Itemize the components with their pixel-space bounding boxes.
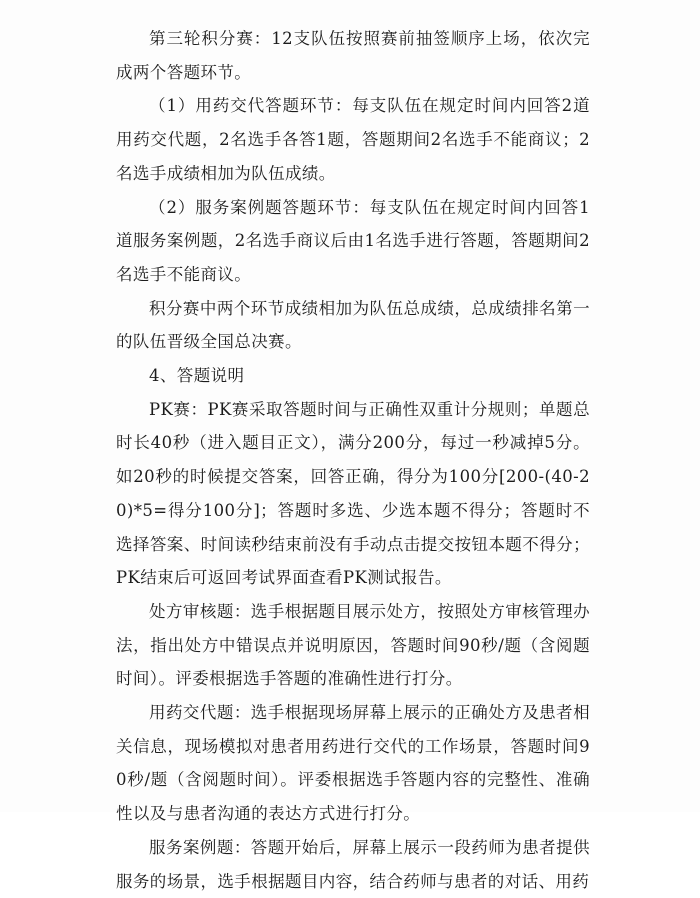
paragraph-service-case-question: 服务案例题：答题开始后，屏幕上展示一段药师为患者提供服务的场景，选手根据题目内容，结合药师与患者的对话、用药 xyxy=(116,837,590,891)
paragraph-round-three-intro: 第三轮积分赛：12支队伍按照赛前抽签顺序上场，依次完成两个答题环节。 xyxy=(116,29,590,82)
paragraph-medication-counseling-section: （1）用药交代答题环节：每支队伍在规定时间内回答2道用药交代题，2名选手各答1题，答题期间2名选手不能商议；2名选手成绩相加为队伍成绩。 xyxy=(116,96,590,183)
paragraph-pk-rules: PK赛：PK赛采取答题时间与正确性双重计分规则；单题总时长40秒（进入题目正文），满分200分，每过一秒减掉5分。如20秒的时候提交答案，回答正确，得分为100分[200-(40-20)*5=得分100分]；答题时多选、少选本题不得分；答题时不选择答案、时间读秒结束前没有手动点击提交按钮本题不得分；PK结束后可返回考试界面查看PK测试报告。 xyxy=(116,399,590,588)
paragraph-total-score: 积分赛中两个环节成绩相加为队伍总成绩，总成绩排名第一的队伍晋级全国总决赛。 xyxy=(116,298,590,352)
document-body xyxy=(116,22,590,898)
paragraph-service-case-section: （2）服务案例题答题环节：每支队伍在规定时间内回答1道服务案例题，2名选手商议后由1名选手进行答题，答题期间2名选手不能商议。 xyxy=(116,197,590,284)
paragraph-medication-counseling-question: 用药交代题：选手根据现场屏幕上展示的正确处方及患者相关信息，现场模拟对患者用药进行交代的工作场景，答题时间90秒/题（含阅题时间）。评委根据选手答题内容的完整性、准确性以及与患者沟通的表达方式进行打分。 xyxy=(116,703,590,824)
section-heading-answer-instructions: 4、答题说明 xyxy=(149,366,245,386)
paragraph-prescription-review: 处方审核题：选手根据题目展示处方，按照处方审核管理办法，指出处方中错误点并说明原因，答题时间90秒/题（含阅题时间）。评委根据选手答题的准确性进行打分。 xyxy=(116,601,590,689)
